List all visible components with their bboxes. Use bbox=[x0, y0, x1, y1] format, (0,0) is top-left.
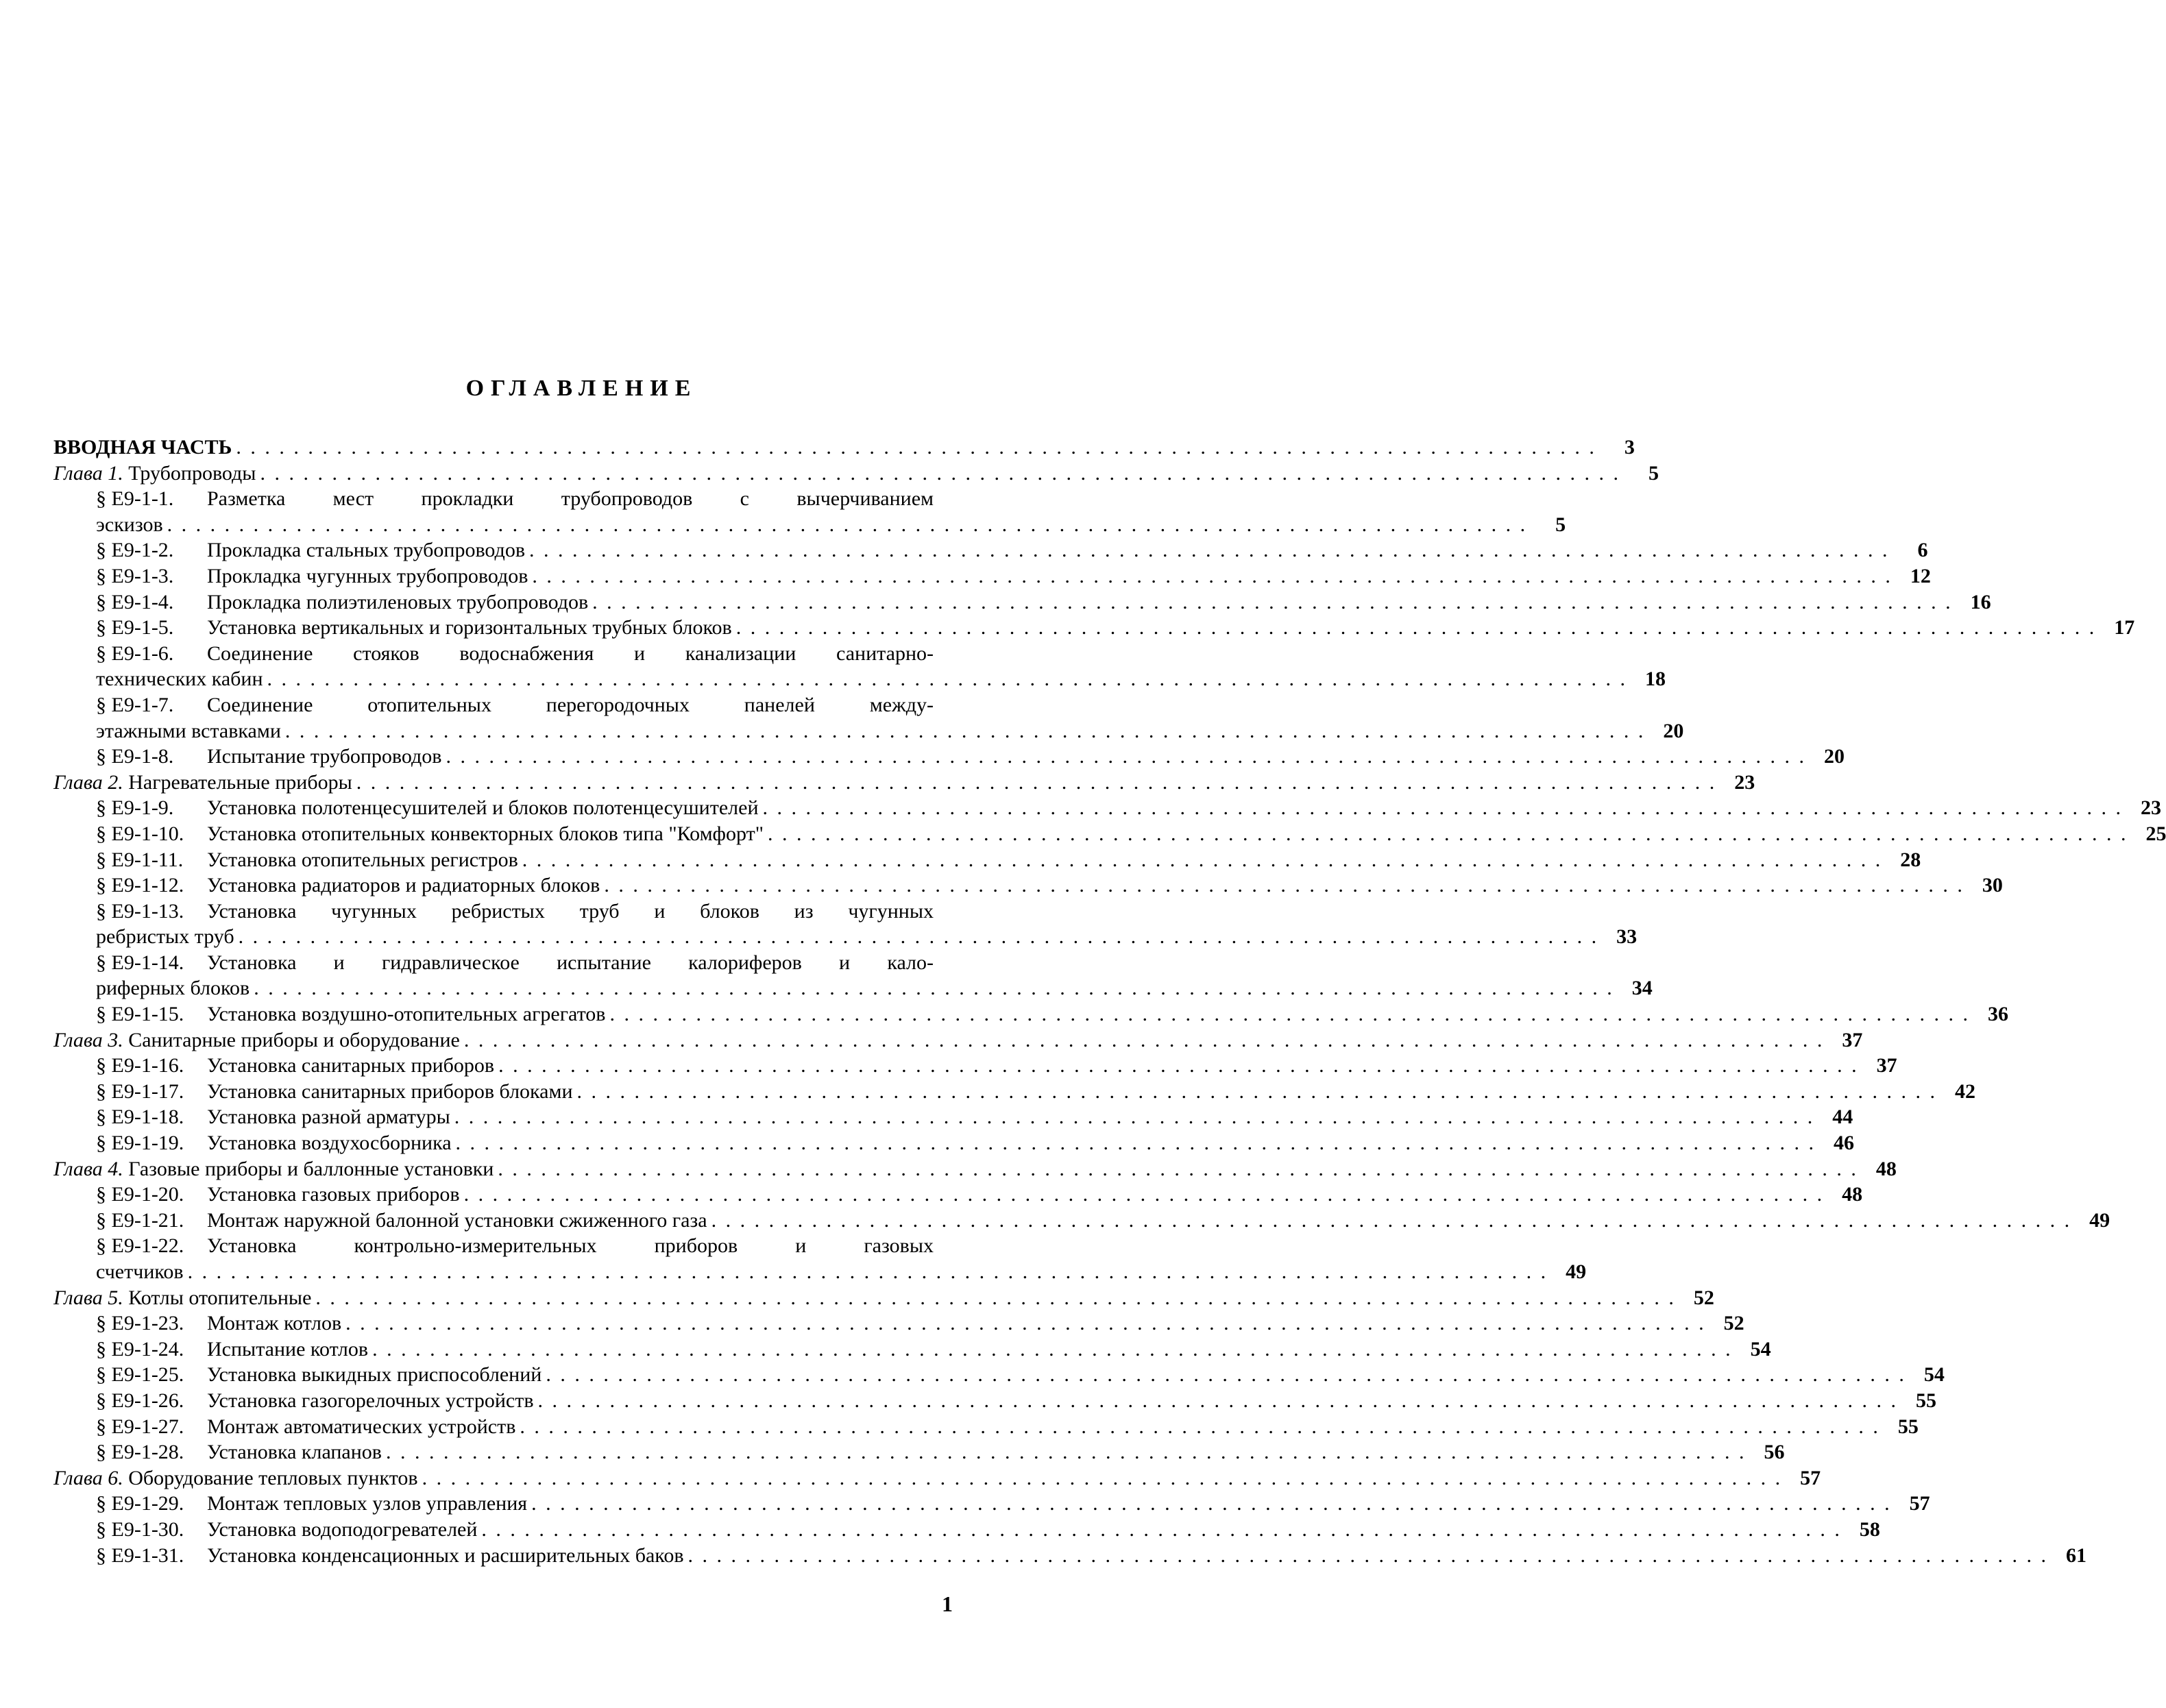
section-title: Установка санитарных приборов блоками bbox=[207, 1079, 573, 1103]
section-id: § E9-1-16. bbox=[96, 1054, 184, 1077]
toc-section-entry bbox=[53, 1337, 1771, 1363]
section-title: Установка газогорелочных устройств bbox=[207, 1389, 534, 1412]
toc-section-continuation bbox=[53, 512, 1566, 538]
section-title: Установка чугунных ребристых труб и блоков из чугунных bbox=[207, 899, 934, 923]
toc-section-entry bbox=[53, 795, 2162, 821]
toc-section-entry bbox=[53, 1208, 2110, 1234]
toc-section-entry bbox=[53, 1517, 1880, 1543]
toc-section-entry bbox=[53, 641, 951, 667]
section-id: § E9-1-9. bbox=[96, 796, 174, 820]
section-id: § E9-1-5. bbox=[96, 616, 174, 639]
chapter-heading bbox=[53, 1027, 460, 1053]
section-page: 34 bbox=[1631, 977, 1653, 1000]
section-title: Установка конденсационных и расширительных баков bbox=[207, 1544, 684, 1567]
section-title: Соединение стояков водоснабжения и канализации санитарно- bbox=[207, 642, 934, 665]
section-title: Установка вертикальных и горизонтальных трубных блоков bbox=[207, 616, 732, 639]
section-page: 46 bbox=[1834, 1132, 1855, 1155]
section-id: § E9-1-22. bbox=[96, 1234, 184, 1258]
section-page: 6 bbox=[1917, 539, 1928, 562]
section-page: 54 bbox=[1923, 1363, 1945, 1387]
chapter-title: Котлы отопительные bbox=[128, 1286, 312, 1309]
section-title: Соединение отопительных перегородочных панелей между- bbox=[207, 693, 934, 716]
chapter-label: Глава 5. bbox=[53, 1286, 123, 1309]
toc-section-entry bbox=[53, 1310, 1744, 1337]
toc-section-entry bbox=[53, 744, 1845, 770]
toc-section-entry bbox=[53, 873, 2003, 899]
dot-leader bbox=[254, 975, 1614, 1001]
section-title: Установка водоподогревателей bbox=[207, 1517, 478, 1541]
toc-section-entry bbox=[53, 486, 951, 512]
section-id: § E9-1-4. bbox=[96, 590, 174, 613]
section-id: § E9-1-12. bbox=[96, 874, 184, 897]
section-page: 30 bbox=[1982, 874, 2003, 897]
section-id: § E9-1-25. bbox=[96, 1363, 184, 1387]
section-title: Установка и гидравлическое испытание калориферов и кало- bbox=[207, 951, 934, 974]
dot-leader bbox=[285, 718, 1646, 744]
section-page: 49 bbox=[2089, 1208, 2110, 1232]
chapter-title: Трубопроводы bbox=[128, 461, 256, 485]
section-id: § E9-1-7. bbox=[96, 693, 174, 716]
toc-chapter-entry bbox=[53, 1285, 1714, 1311]
section-title: Прокладка стальных трубопроводов bbox=[207, 539, 525, 562]
chapter-title: Нагревательные приборы bbox=[128, 770, 352, 794]
section-title: Установка полотенцесушителей и блоков полотенцесушителей bbox=[207, 796, 759, 820]
section-id: § E9-1-13. bbox=[96, 899, 184, 923]
section-id: § E9-1-10. bbox=[96, 822, 184, 845]
dot-leader bbox=[498, 1053, 1859, 1079]
dot-leader bbox=[604, 873, 1964, 899]
section-title: эскизов bbox=[96, 513, 163, 536]
chapter-title: Санитарные приборы и оборудование bbox=[128, 1028, 460, 1051]
toc-section-entry bbox=[53, 1388, 1936, 1414]
toc-chapter-entry bbox=[53, 461, 1659, 487]
section-title: Установка клапанов bbox=[207, 1441, 382, 1464]
chapter-page: 48 bbox=[1875, 1157, 1897, 1180]
page-title: ОГЛАВЛЕНИЕ bbox=[465, 376, 698, 401]
section-title: технических кабин bbox=[96, 668, 263, 691]
section-page: 58 bbox=[1859, 1517, 1880, 1541]
toc-section-continuation bbox=[53, 666, 1666, 692]
section-title: Установка контрольно-измерительных приборов и газовых bbox=[207, 1234, 934, 1258]
toc-section-entry bbox=[53, 692, 951, 718]
section-page: 25 bbox=[2145, 822, 2166, 845]
section-page: 28 bbox=[1900, 848, 1921, 871]
dot-leader bbox=[538, 1388, 1899, 1414]
dot-leader bbox=[520, 1414, 1880, 1440]
section-id: § E9-1-15. bbox=[96, 1003, 184, 1026]
section-id: § E9-1-26. bbox=[96, 1389, 184, 1412]
dot-leader bbox=[188, 1259, 1548, 1285]
dot-leader bbox=[529, 537, 1890, 563]
section-id: § E9-1-19. bbox=[96, 1132, 184, 1155]
chapter-page: 23 bbox=[1734, 770, 1755, 794]
dot-leader bbox=[768, 821, 2128, 847]
toc-section-continuation bbox=[53, 1259, 1587, 1285]
dot-leader bbox=[688, 1543, 2049, 1569]
dot-leader bbox=[532, 563, 1893, 589]
chapter-page: 5 bbox=[1648, 461, 1659, 485]
dot-leader bbox=[372, 1337, 1733, 1363]
section-title: Монтаж котлов bbox=[207, 1312, 342, 1335]
section-id: § E9-1-18. bbox=[96, 1106, 184, 1129]
section-title: Испытание трубопроводов bbox=[207, 745, 442, 768]
table-of-contents bbox=[53, 435, 2166, 1568]
section-id: § E9-1-27. bbox=[96, 1415, 184, 1438]
dot-leader bbox=[592, 589, 1953, 615]
section-page: 57 bbox=[1909, 1492, 1930, 1515]
section-title: Прокладка чугунных трубопроводов bbox=[207, 564, 528, 587]
dot-leader bbox=[315, 1285, 1676, 1311]
section-title: Установка выкидных приспособлений bbox=[207, 1363, 542, 1387]
section-title: Монтаж автоматических устройств bbox=[207, 1415, 516, 1438]
section-page: 56 bbox=[1764, 1441, 1785, 1464]
section-id: § E9-1-8. bbox=[96, 745, 174, 768]
section-page: 44 bbox=[1832, 1106, 1853, 1129]
section-title: Установка разной арматуры bbox=[207, 1106, 450, 1129]
toc-section-entry bbox=[53, 1491, 1930, 1517]
chapter-page: 37 bbox=[1842, 1028, 1863, 1051]
toc-section-entry bbox=[53, 1362, 1945, 1388]
toc-section-continuation bbox=[53, 718, 1684, 744]
section-title: Монтаж тепловых узлов управления bbox=[207, 1492, 528, 1515]
toc-section-entry bbox=[53, 950, 951, 976]
section-page: 23 bbox=[2141, 796, 2162, 820]
section-id: § E9-1-29. bbox=[96, 1492, 184, 1515]
dot-leader bbox=[356, 770, 1717, 796]
section-page: 48 bbox=[1842, 1183, 1863, 1206]
section-id: § E9-1-31. bbox=[96, 1544, 184, 1567]
section-id: § E9-1-11. bbox=[96, 848, 184, 871]
section-id: § E9-1-17. bbox=[96, 1079, 184, 1103]
chapter-heading bbox=[53, 1156, 494, 1182]
section-page: 18 bbox=[1645, 668, 1666, 691]
dot-leader bbox=[422, 1465, 1783, 1491]
intro-title: ВВОДНАЯ ЧАСТЬ bbox=[53, 436, 232, 459]
dot-leader bbox=[711, 1208, 2072, 1234]
section-page: 52 bbox=[1723, 1312, 1744, 1335]
toc-section-entry bbox=[53, 899, 951, 925]
section-title: Установка воздушно-отопительных агрегатов bbox=[207, 1003, 606, 1026]
chapter-title: Оборудование тепловых пунктов bbox=[128, 1466, 418, 1489]
dot-leader bbox=[456, 1130, 1816, 1156]
chapter-heading bbox=[53, 770, 352, 796]
dot-leader bbox=[522, 847, 1883, 873]
toc-chapter-entry bbox=[53, 1465, 1821, 1491]
section-title: Испытание котлов bbox=[207, 1337, 369, 1361]
section-id: § E9-1-28. bbox=[96, 1441, 184, 1464]
intro-page: 3 bbox=[1624, 436, 1635, 459]
section-id: § E9-1-30. bbox=[96, 1517, 184, 1541]
section-page: 33 bbox=[1616, 925, 1638, 949]
chapter-label: Глава 1. bbox=[53, 461, 123, 485]
toc-chapter-entry bbox=[53, 1156, 1897, 1182]
dot-leader bbox=[464, 1182, 1825, 1208]
section-title: Установка воздухосборника bbox=[207, 1132, 452, 1155]
toc-section-entry bbox=[53, 821, 2166, 847]
section-page: 37 bbox=[1876, 1054, 1897, 1077]
section-id: § E9-1-14. bbox=[96, 951, 184, 974]
dot-leader bbox=[239, 924, 1599, 950]
section-id: § E9-1-21. bbox=[96, 1208, 184, 1232]
section-title: Разметка мест прокладки трубопроводов с вычерчиванием bbox=[207, 487, 934, 511]
section-title: Установка санитарных приборов bbox=[207, 1054, 495, 1077]
toc-intro-entry bbox=[53, 435, 1635, 461]
section-page: 20 bbox=[1663, 719, 1684, 742]
section-title: Монтаж наружной балонной установки сжиженного газа bbox=[207, 1208, 707, 1232]
section-page: 49 bbox=[1566, 1260, 1587, 1283]
section-title: Установка отопительных конвекторных блоков типа "Комфорт" bbox=[207, 822, 764, 845]
page-number: 1 bbox=[942, 1591, 953, 1616]
dot-leader bbox=[236, 435, 1596, 461]
dot-leader bbox=[481, 1517, 1842, 1543]
dot-leader bbox=[763, 795, 2124, 821]
chapter-label: Глава 3. bbox=[53, 1028, 123, 1051]
dot-leader bbox=[386, 1439, 1747, 1465]
section-title: этажными вставками bbox=[96, 719, 281, 742]
section-page: 54 bbox=[1750, 1337, 1771, 1361]
dot-leader bbox=[609, 1001, 1970, 1027]
chapter-heading bbox=[53, 1285, 311, 1311]
toc-section-continuation bbox=[53, 924, 1638, 950]
section-title: Прокладка полиэтиленовых трубопроводов bbox=[207, 590, 589, 613]
toc-section-entry bbox=[53, 1104, 1853, 1130]
chapter-label: Глава 4. bbox=[53, 1157, 123, 1180]
section-page: 61 bbox=[2066, 1544, 2086, 1567]
section-title: ребристых труб bbox=[96, 925, 234, 949]
section-id: § E9-1-6. bbox=[96, 642, 174, 665]
toc-section-entry bbox=[53, 589, 1991, 615]
toc-section-entry bbox=[53, 1439, 1785, 1465]
toc-section-entry bbox=[53, 537, 1928, 563]
dot-leader bbox=[498, 1156, 1858, 1182]
toc-section-entry bbox=[53, 1233, 951, 1259]
section-title: риферных блоков bbox=[96, 977, 250, 1000]
section-title: Установка газовых приборов bbox=[207, 1183, 460, 1206]
toc-section-entry bbox=[53, 1130, 1855, 1156]
dot-leader bbox=[260, 461, 1620, 487]
section-page: 55 bbox=[1916, 1389, 1936, 1412]
toc-section-entry bbox=[53, 1001, 2008, 1027]
chapter-label: Глава 2. bbox=[53, 770, 123, 794]
section-page: 17 bbox=[2114, 616, 2135, 639]
section-id: § E9-1-23. bbox=[96, 1312, 184, 1335]
section-id: § E9-1-1. bbox=[96, 487, 174, 511]
chapter-page: 52 bbox=[1693, 1286, 1714, 1309]
section-page: 20 bbox=[1823, 745, 1845, 768]
section-id: § E9-1-3. bbox=[96, 564, 174, 587]
toc-section-entry bbox=[53, 1182, 1863, 1208]
dot-leader bbox=[577, 1079, 1938, 1105]
toc-chapter-entry bbox=[53, 770, 1755, 796]
toc-section-entry bbox=[53, 615, 2135, 641]
chapter-heading bbox=[53, 461, 256, 487]
dot-leader bbox=[167, 512, 1528, 538]
toc-section-entry bbox=[53, 847, 1921, 873]
section-page: 55 bbox=[1897, 1415, 1919, 1438]
section-title: счетчиков bbox=[96, 1260, 184, 1283]
toc-section-continuation bbox=[53, 975, 1653, 1001]
section-title: Установка радиаторов и радиаторных блоков bbox=[207, 874, 600, 897]
dot-leader bbox=[546, 1362, 1906, 1388]
chapter-label: Глава 6. bbox=[53, 1466, 123, 1489]
section-page: 36 bbox=[1987, 1003, 2008, 1026]
dot-leader bbox=[446, 744, 1806, 770]
dot-leader bbox=[736, 615, 2097, 641]
dot-leader bbox=[454, 1104, 1815, 1130]
section-page: 42 bbox=[1955, 1079, 1976, 1103]
toc-section-entry bbox=[53, 1079, 1976, 1105]
toc-section-entry bbox=[53, 1543, 2086, 1569]
section-title: Установка отопительных регистров bbox=[207, 848, 518, 871]
dot-leader bbox=[345, 1310, 1706, 1337]
toc-section-entry bbox=[53, 563, 1931, 589]
toc-chapter-entry bbox=[53, 1027, 1863, 1053]
chapter-title: Газовые приборы и баллонные установки bbox=[128, 1157, 494, 1180]
section-id: § E9-1-2. bbox=[96, 539, 174, 562]
section-id: § E9-1-24. bbox=[96, 1337, 184, 1361]
dot-leader bbox=[464, 1027, 1825, 1053]
section-page: 5 bbox=[1555, 513, 1566, 536]
section-page: 12 bbox=[1910, 564, 1931, 587]
dot-leader bbox=[531, 1491, 1892, 1517]
dot-leader bbox=[267, 666, 1628, 692]
toc-section-entry bbox=[53, 1414, 1919, 1440]
chapter-heading bbox=[53, 1465, 418, 1491]
section-page: 16 bbox=[1970, 590, 1991, 613]
toc-section-entry bbox=[53, 1053, 1897, 1079]
section-id: § E9-1-20. bbox=[96, 1183, 184, 1206]
chapter-page: 57 bbox=[1800, 1466, 1821, 1489]
